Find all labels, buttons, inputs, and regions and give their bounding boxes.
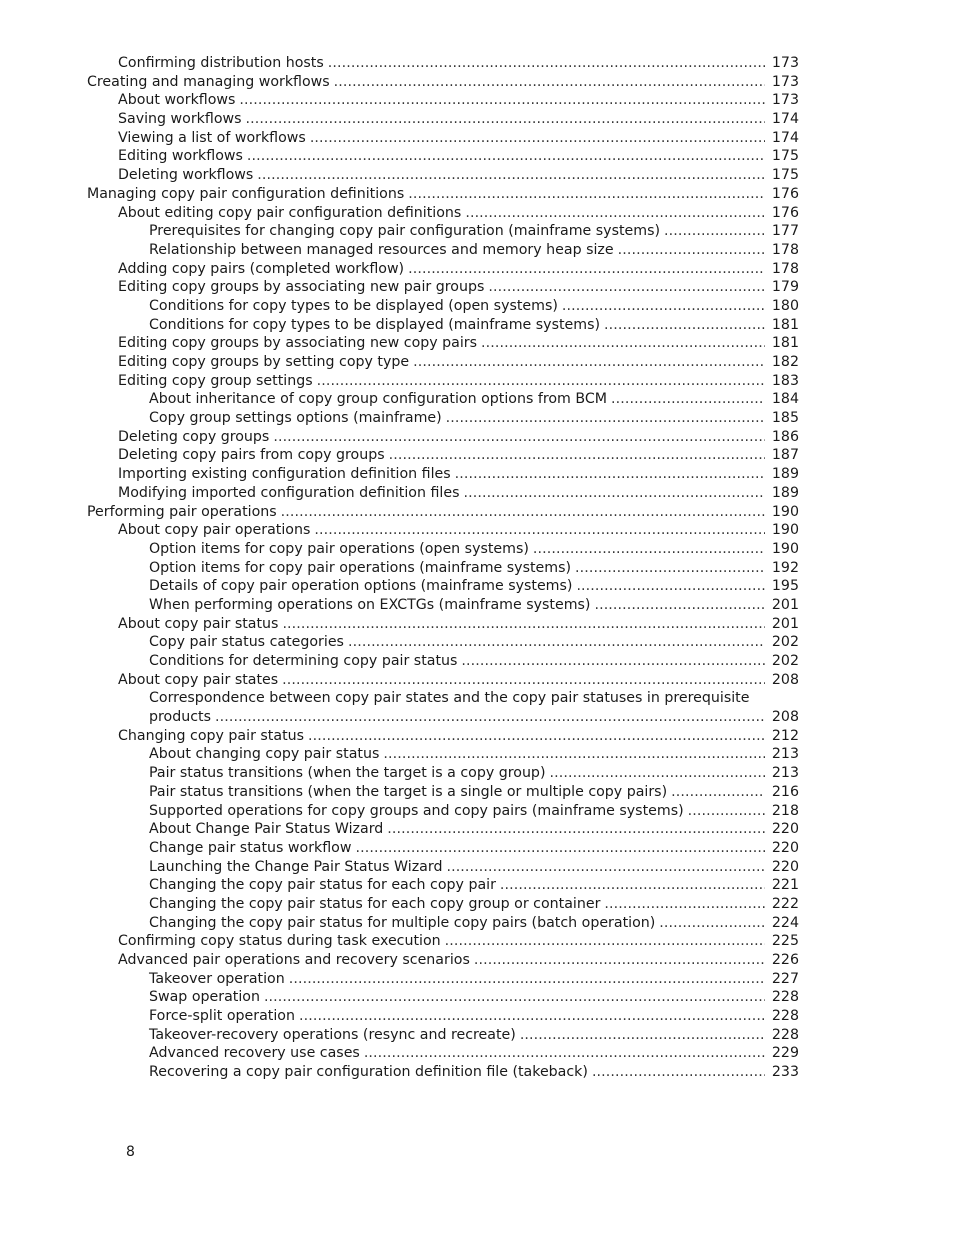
toc-entry[interactable] — [0, 110, 954, 129]
dot-leader — [576, 577, 765, 596]
toc-entry-title: Confirming copy status during task execution — [118, 933, 441, 950]
toc-entry[interactable] — [0, 596, 954, 615]
toc-entry[interactable] — [0, 820, 954, 839]
toc-entry-title: About copy pair status — [118, 615, 279, 632]
toc-entry-title: Conditions for copy types to be displayed (open systems) — [149, 297, 558, 314]
toc-entry-page: 202 — [771, 653, 799, 669]
dot-leader — [465, 204, 765, 223]
dot-leader — [289, 970, 765, 989]
toc-entry[interactable] — [0, 465, 954, 484]
toc-entry-title: Confirming distribution hosts — [118, 55, 324, 71]
toc-entry-page: 222 — [771, 895, 799, 912]
toc-entry-title: Changing the copy pair status for each copy group or container — [149, 895, 601, 912]
table-of-contents — [0, 54, 954, 1082]
toc-entry[interactable] — [0, 372, 954, 391]
dot-leader — [413, 353, 765, 372]
toc-entry-title: Swap operation — [149, 989, 260, 1006]
toc-entry-title: About changing copy pair status — [149, 746, 380, 763]
dot-leader — [671, 783, 765, 802]
toc-entry-title: Copy group settings options (mainframe) — [149, 410, 442, 427]
dot-leader — [594, 596, 765, 615]
toc-entry-title: Copy pair status categories — [149, 634, 344, 651]
toc-entry-title: Pair status transitions (when the target is a copy group) — [149, 765, 546, 782]
dot-leader — [314, 521, 765, 540]
toc-entry-title: Change pair status workflow — [149, 839, 352, 856]
toc-entry[interactable] — [0, 615, 954, 634]
toc-entry-page: 190 — [771, 522, 799, 539]
toc-entry[interactable] — [0, 764, 954, 783]
toc-entry[interactable] — [0, 633, 954, 652]
dot-leader — [389, 446, 765, 465]
toc-entry[interactable] — [0, 1063, 954, 1082]
toc-entry-page: 176 — [771, 185, 799, 202]
toc-entry-title: Changing copy pair status — [118, 727, 305, 744]
dot-leader — [500, 876, 765, 895]
toc-entry[interactable] — [0, 745, 954, 764]
toc-entry-title: About workflows — [118, 92, 236, 109]
dot-leader — [334, 73, 765, 92]
toc-entry-title: Launching the Change Pair Status Wizard — [149, 858, 443, 875]
toc-entry-title: Supported operations for copy groups and copy pairs (mainframe systems) — [149, 802, 684, 819]
toc-entry-page: 192 — [771, 559, 799, 576]
toc-entry-title: Editing copy group settings — [118, 372, 313, 389]
dot-leader — [264, 988, 765, 1007]
dot-leader — [549, 764, 765, 783]
toc-entry[interactable] — [0, 73, 954, 92]
toc-entry-title: Modifying imported configuration definition files — [118, 484, 460, 501]
dot-leader — [348, 633, 765, 652]
toc-entry-title: Relationship between managed resources and memory heap size — [149, 241, 614, 258]
toc-entry-page: 175 — [771, 167, 799, 184]
toc-entry-page: 220 — [771, 839, 799, 856]
toc-entry-page: 176 — [771, 204, 799, 221]
toc-entry[interactable] — [0, 876, 954, 895]
toc-entry-title: Managing copy pair configuration definitions — [87, 185, 405, 202]
toc-entry[interactable] — [0, 278, 954, 297]
toc-entry-page: 208 — [771, 671, 799, 688]
toc-entry-page: 220 — [771, 858, 799, 875]
toc-entry-title: Deleting workflows — [118, 167, 254, 184]
toc-entry-page: 183 — [771, 372, 799, 389]
toc-entry-title: About Change Pair Status Wizard — [149, 821, 384, 838]
dot-leader — [520, 1026, 765, 1045]
toc-entry-page: 228 — [771, 1026, 799, 1043]
dot-leader — [575, 559, 765, 578]
toc-entry-title: Correspondence between copy pair states and the copy pair statuses in prerequisite — [149, 690, 750, 707]
dot-leader — [364, 1044, 765, 1063]
toc-entry[interactable] — [0, 708, 954, 727]
toc-entry-title: Option items for copy pair operations (mainframe systems) — [149, 559, 572, 576]
toc-entry[interactable] — [0, 540, 954, 559]
toc-entry[interactable] — [0, 54, 954, 73]
toc-entry-title: Changing the copy pair status for multiple copy pairs (batch operation) — [149, 914, 656, 931]
toc-entry-page: 181 — [771, 316, 799, 333]
dot-leader — [408, 260, 765, 279]
toc-entry[interactable] — [0, 577, 954, 596]
toc-entry[interactable] — [0, 428, 954, 447]
toc-entry[interactable] — [0, 1026, 954, 1045]
toc-entry[interactable] — [0, 334, 954, 353]
toc-entry-page: 179 — [771, 279, 799, 296]
toc-entry[interactable] — [0, 970, 954, 989]
toc-entry-title: Saving workflows — [118, 111, 242, 128]
toc-entry-title: Deleting copy groups — [118, 428, 270, 445]
toc-entry-page: 185 — [771, 410, 799, 427]
toc-entry-page: 224 — [771, 914, 799, 931]
toc-entry-page: 174 — [771, 111, 799, 128]
toc-entry-page: 184 — [771, 391, 799, 408]
dot-leader — [488, 278, 765, 297]
toc-entry-title: Changing the copy pair status for each copy pair — [149, 877, 496, 894]
toc-entry-page: 178 — [771, 241, 799, 258]
dot-leader — [446, 858, 765, 877]
toc-entry-page: 181 — [771, 335, 799, 352]
toc-entry-page: 189 — [771, 484, 799, 501]
dot-leader — [317, 372, 765, 391]
dot-leader — [618, 241, 765, 260]
dot-leader — [604, 316, 765, 335]
toc-entry-title: Pair status transitions (when the target is a single or multiple copy pairs) — [149, 783, 668, 800]
dot-leader — [281, 503, 765, 522]
dot-leader — [611, 390, 765, 409]
toc-entry-title: Force-split operation — [149, 1008, 295, 1025]
toc-entry[interactable] — [0, 260, 954, 279]
toc-entry[interactable] — [0, 559, 954, 578]
dot-leader — [688, 802, 765, 821]
toc-entry[interactable] — [0, 914, 954, 933]
dot-leader — [463, 484, 765, 503]
dot-leader — [445, 932, 765, 951]
toc-entry-page: 182 — [771, 354, 799, 370]
toc-entry-page: 190 — [771, 503, 799, 520]
toc-entry-page: 225 — [771, 933, 799, 950]
toc-entry[interactable] — [0, 802, 954, 821]
toc-entry-title: Option items for copy pair operations (open systems) — [149, 540, 529, 557]
toc-entry-title: Deleting copy pairs from copy groups — [118, 447, 385, 464]
toc-entry-page: 221 — [771, 877, 799, 894]
toc-entry[interactable] — [0, 783, 954, 802]
toc-entry-page: 173 — [771, 92, 799, 109]
toc-entry[interactable] — [0, 951, 954, 970]
toc-entry-page: 213 — [771, 765, 799, 782]
toc-entry-page: 174 — [771, 129, 799, 146]
toc-entry-title: Viewing a list of workflows — [118, 129, 306, 146]
toc-entry[interactable] — [0, 147, 954, 166]
dot-leader — [664, 222, 765, 241]
toc-entry[interactable] — [0, 988, 954, 1007]
toc-entry[interactable] — [0, 671, 954, 690]
toc-entry[interactable] — [0, 503, 954, 522]
page-number: 8 — [126, 1144, 135, 1160]
toc-entry-page: 186 — [771, 428, 799, 445]
toc-entry[interactable] — [0, 222, 954, 241]
toc-entry-page: 202 — [771, 634, 799, 651]
toc-entry-page: 213 — [771, 746, 799, 763]
toc-entry[interactable] — [0, 409, 954, 428]
dot-leader — [604, 895, 765, 914]
toc-entry[interactable] — [0, 241, 954, 260]
toc-entry-title: About copy pair states — [118, 671, 279, 688]
toc-entry-page: 228 — [771, 1008, 799, 1025]
toc-entry-page: 177 — [771, 223, 799, 240]
toc-entry-page: 229 — [771, 1045, 799, 1062]
toc-entry-title: Takeover-recovery operations (resync and recreate) — [149, 1026, 516, 1043]
dot-leader — [533, 540, 765, 559]
dot-leader — [562, 297, 765, 316]
toc-entry-page: 190 — [771, 540, 799, 557]
toc-entry[interactable] — [0, 521, 954, 540]
toc-entry-page: 218 — [771, 802, 799, 819]
toc-entry[interactable] — [0, 858, 954, 877]
toc-entry[interactable] — [0, 446, 954, 465]
dot-leader — [455, 465, 765, 484]
toc-entry-page: 220 — [771, 821, 799, 838]
toc-entry-page: 233 — [771, 1064, 799, 1081]
toc-entry-page: 178 — [771, 260, 799, 277]
toc-entry-page: 228 — [771, 989, 799, 1006]
toc-entry-page: 187 — [771, 447, 799, 464]
toc-entry[interactable] — [0, 689, 954, 708]
toc-entry[interactable] — [0, 1007, 954, 1026]
toc-entry[interactable] — [0, 166, 954, 185]
toc-entry-title: Recovering a copy pair configuration definition file (takeback) — [149, 1064, 588, 1081]
toc-entry-page: 180 — [771, 297, 799, 314]
dot-leader — [310, 129, 765, 148]
toc-entry-page: 189 — [771, 466, 799, 483]
toc-entry[interactable] — [0, 484, 954, 503]
toc-entry[interactable] — [0, 185, 954, 204]
dot-leader — [215, 708, 765, 727]
toc-entry-title: About copy pair operations — [118, 522, 311, 539]
toc-entry[interactable] — [0, 204, 954, 223]
dot-leader — [481, 334, 765, 353]
toc-entry[interactable] — [0, 1044, 954, 1063]
toc-entry-title: Importing existing configuration definition files — [118, 466, 451, 483]
toc-entry[interactable] — [0, 316, 954, 335]
toc-entry[interactable] — [0, 353, 954, 372]
toc-entry[interactable] — [0, 652, 954, 671]
toc-entry-title: Adding copy pairs (completed workflow) — [118, 260, 405, 277]
toc-entry-page: 226 — [771, 952, 799, 968]
toc-entry-title: When performing operations on EXCTGs (mainframe systems) — [149, 596, 591, 613]
toc-entry-title: Editing workflows — [118, 148, 243, 165]
toc-entry[interactable] — [0, 839, 954, 858]
toc-entry[interactable] — [0, 129, 954, 148]
dot-leader — [383, 745, 765, 764]
dot-leader — [408, 185, 765, 204]
toc-entry-title: Creating and managing workflows — [87, 73, 330, 90]
dot-leader — [239, 91, 765, 110]
dot-leader — [659, 914, 765, 933]
dot-leader — [387, 820, 765, 839]
dot-leader — [328, 54, 765, 73]
toc-entry-page: 201 — [771, 596, 799, 613]
toc-entry-page: 173 — [771, 73, 799, 90]
toc-entry[interactable] — [0, 727, 954, 746]
toc-entry-title: About inheritance of copy group configuration options from BCM — [149, 391, 608, 408]
toc-entry[interactable] — [0, 91, 954, 110]
dot-leader — [282, 671, 765, 690]
toc-entry-title: Conditions for copy types to be displayed (mainframe systems) — [149, 316, 601, 333]
dot-leader — [592, 1063, 765, 1082]
toc-entry[interactable] — [0, 297, 954, 316]
dot-leader — [247, 147, 765, 166]
toc-entry-title: Editing copy groups by associating new pair groups — [118, 279, 485, 296]
toc-entry-title: products — [149, 709, 211, 726]
toc-entry-page: 175 — [771, 148, 799, 165]
toc-entry-title: Editing copy groups by associating new copy pairs — [118, 335, 478, 352]
dot-leader — [355, 839, 765, 858]
dot-leader — [474, 951, 765, 970]
toc-entry-title: Advanced recovery use cases — [149, 1045, 360, 1062]
toc-entry-page: 173 — [771, 55, 799, 71]
toc-entry-title: Conditions for determining copy pair status — [149, 653, 458, 669]
toc-entry-title: Prerequisites for changing copy pair configuration (mainframe systems) — [149, 223, 660, 240]
toc-entry-title: Performing pair operations — [87, 503, 277, 520]
toc-entry-title: Details of copy pair operation options (mainframe systems) — [149, 578, 573, 595]
toc-entry-title: Advanced pair operations and recovery scenarios — [118, 952, 470, 968]
dot-leader — [273, 428, 765, 447]
dot-leader — [246, 110, 766, 129]
toc-entry-page: 227 — [771, 970, 799, 987]
dot-leader — [308, 727, 765, 746]
dot-leader — [282, 615, 765, 634]
toc-entry-title: Editing copy groups by setting copy type — [118, 354, 410, 370]
toc-entry[interactable] — [0, 895, 954, 914]
dot-leader — [461, 652, 765, 671]
dot-leader — [446, 409, 765, 428]
toc-entry-page: 212 — [771, 727, 799, 744]
toc-entry-page: 216 — [771, 783, 799, 800]
dot-leader — [257, 166, 765, 185]
toc-entry-page: 195 — [771, 578, 799, 595]
toc-entry-page: 208 — [771, 709, 799, 726]
toc-entry-title: About editing copy pair configuration definitions — [118, 204, 462, 221]
toc-entry-page: 201 — [771, 615, 799, 632]
toc-entry-title: Takeover operation — [149, 970, 285, 987]
toc-entry[interactable] — [0, 932, 954, 951]
toc-entry[interactable] — [0, 390, 954, 409]
dot-leader — [299, 1007, 765, 1026]
